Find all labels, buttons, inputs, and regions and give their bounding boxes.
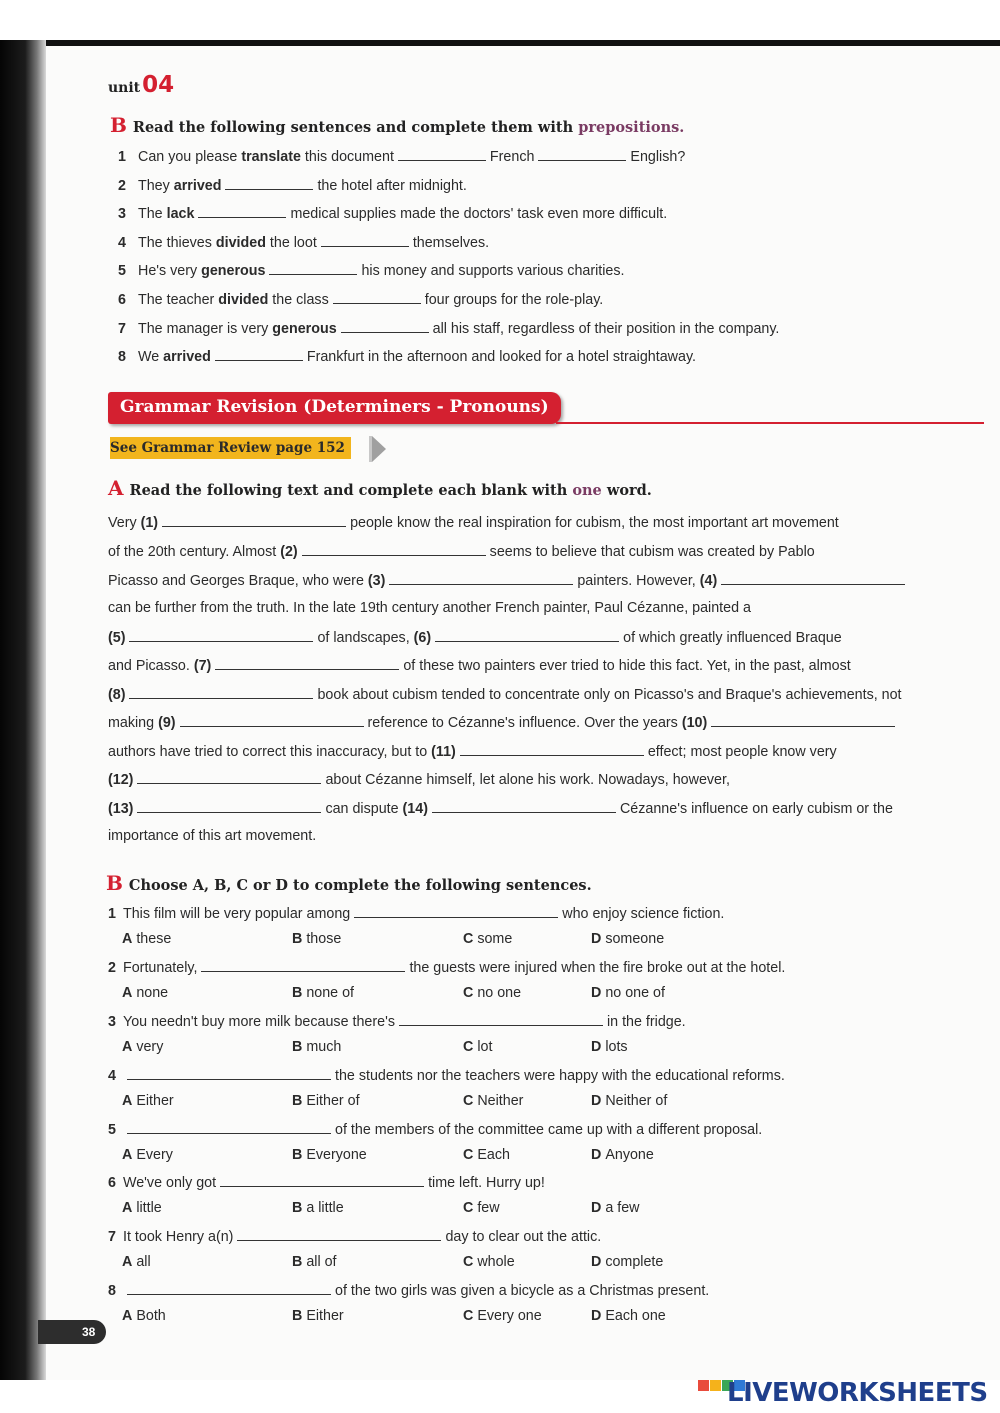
item-keyword: arrived (163, 349, 211, 365)
question-text: It took Henry a(n) (123, 1229, 234, 1245)
cloze-text: can be further from the truth. In the late 19th century another French painter, Paul Cézanne, painted a (108, 600, 751, 616)
option-letter: B (292, 1200, 303, 1216)
question-text: in the fridge. (606, 1014, 686, 1030)
option-text: Either (136, 1093, 174, 1109)
option-letter: C (463, 931, 474, 947)
cloze-text: authors have tried to correct this inaccuracy, but to (108, 744, 432, 760)
question-text: the guests were injured when the fire broke out at the hotel. (409, 960, 786, 976)
exercise-b1-item (118, 177, 467, 194)
option-letter: C (463, 985, 474, 1001)
scan-border-top (0, 0, 1000, 42)
answer-option[interactable] (591, 1200, 640, 1216)
answer-blank[interactable] (711, 714, 895, 727)
answer-option[interactable] (292, 985, 354, 1001)
option-letter: A (122, 931, 133, 947)
option-text: Either of (306, 1093, 360, 1109)
option-letter: D (591, 985, 602, 1001)
arrow-right-icon (372, 436, 386, 462)
cloze-text: book about cubism tended to concentrate only on Picasso's and Braque's achievements, not (317, 687, 902, 703)
option-text: much (306, 1039, 342, 1055)
item-keyword: generous (201, 263, 266, 279)
answer-blank[interactable] (354, 905, 558, 918)
answer-blank[interactable] (127, 1067, 331, 1080)
answer-option[interactable] (463, 1254, 515, 1270)
unit-label: unit04 (108, 72, 175, 98)
answer-blank[interactable] (237, 1228, 441, 1241)
item-text: The thieves (138, 235, 216, 251)
answer-blank[interactable] (225, 177, 313, 190)
cloze-text: people know the real inspiration for cubism, the most important art movement (350, 515, 839, 531)
item-text: this document (300, 149, 394, 165)
question-stem (108, 1013, 686, 1030)
option-letter: D (591, 1147, 602, 1163)
cloze-line (108, 714, 899, 731)
option-letter: C (463, 1308, 474, 1324)
liveworksheets-logo[interactable] (698, 1378, 988, 1410)
blank-number: (9) (158, 715, 176, 731)
answer-option[interactable] (292, 1039, 341, 1055)
cloze-line (108, 514, 839, 531)
question-number: 8 (108, 1283, 116, 1299)
cloze-text: painters. However, (577, 573, 700, 589)
item-keyword: arrived (173, 178, 222, 194)
item-text: his money and supports various charities. (361, 263, 625, 279)
answer-option[interactable] (292, 1254, 337, 1270)
answer-blank[interactable] (269, 262, 357, 275)
question-text: of the members of the committee came up with a different proposal. (335, 1122, 763, 1138)
item-text: English? (630, 149, 686, 165)
item-text: He's very (138, 263, 202, 279)
item-text: the class (268, 292, 329, 308)
question-number: 6 (108, 1175, 116, 1191)
answer-blank[interactable] (201, 959, 405, 972)
option-letter: A (122, 985, 133, 1001)
answer-option[interactable] (122, 1093, 174, 1109)
answer-blank[interactable] (398, 148, 486, 161)
answer-blank[interactable] (721, 572, 905, 585)
answer-blank[interactable] (198, 205, 286, 218)
blank-number: (12) (108, 772, 134, 788)
answer-option[interactable] (292, 931, 341, 947)
option-text: whole (477, 1254, 515, 1270)
answer-blank[interactable] (333, 291, 421, 304)
item-text: all his staff, regardless of their position in the company. (432, 321, 780, 337)
option-letter: A (122, 1254, 133, 1270)
grammar-revision-banner: Grammar Revision (Determiners - Pronouns) (108, 392, 561, 424)
option-letter: B (292, 931, 303, 947)
option-letter: A (122, 1093, 133, 1109)
exercise-b1-item (118, 262, 625, 279)
item-number: 4 (118, 235, 126, 251)
cloze-line (108, 543, 815, 560)
answer-blank[interactable] (399, 1013, 603, 1026)
cloze-line (108, 629, 842, 646)
item-text: French (489, 149, 535, 165)
cloze-text: of landscapes, (317, 630, 414, 646)
question-number: 1 (108, 906, 116, 922)
cloze-text: Picasso and Georges Braque, who were (108, 573, 368, 589)
answer-blank[interactable] (435, 629, 619, 642)
option-letter: C (463, 1039, 474, 1055)
blank-number: (6) (413, 630, 432, 646)
exercise-b1-item (118, 205, 667, 222)
item-number: 6 (118, 292, 126, 308)
cloze-line (108, 771, 730, 788)
option-text: complete (605, 1254, 664, 1270)
answer-blank[interactable] (432, 800, 616, 813)
cloze-text: of these two painters ever tried to hide this fact. Yet, in the past, almost (403, 658, 851, 674)
item-number: 3 (118, 206, 126, 222)
cloze-line (108, 800, 893, 817)
option-text: all (136, 1254, 151, 1270)
answer-blank[interactable] (137, 771, 321, 784)
answer-option[interactable] (122, 1254, 151, 1270)
answer-option[interactable] (591, 1254, 663, 1270)
option-text: Each one (605, 1308, 666, 1324)
item-number: 2 (118, 178, 126, 194)
blank-number: (8) (108, 687, 126, 703)
cloze-text: about Cézanne himself, let alone his work. Nowadays, however, (325, 772, 730, 788)
exercise-letter: A (108, 476, 124, 500)
item-text: Can you please (138, 149, 242, 165)
cloze-line (108, 657, 851, 674)
option-letter: D (591, 931, 602, 947)
question-text: This film will be very popular among (123, 906, 351, 922)
blank-number: (2) (280, 544, 298, 560)
option-text: Anyone (605, 1147, 654, 1163)
option-text: some (477, 931, 513, 947)
exercise-b1-item (118, 348, 696, 365)
option-letter: B (292, 1308, 303, 1324)
answer-blank[interactable] (341, 320, 429, 333)
answer-blank[interactable] (302, 543, 486, 556)
option-text: little (136, 1200, 162, 1216)
option-letter: B (292, 1147, 303, 1163)
question-number: 5 (108, 1122, 116, 1138)
answer-option[interactable] (292, 1093, 360, 1109)
option-letter: B (292, 1093, 303, 1109)
question-text: time left. Hurry up! (428, 1175, 545, 1191)
question-stem (108, 905, 724, 922)
option-letter: D (591, 1200, 602, 1216)
item-text: themselves. (412, 235, 490, 251)
unit-number: 04 (142, 72, 175, 98)
exercise-letter: B (106, 871, 123, 895)
option-letter: D (591, 1308, 602, 1324)
option-text: Neither (477, 1093, 524, 1109)
option-letter: A (122, 1200, 133, 1216)
answer-option[interactable] (463, 1147, 510, 1163)
question-stem (108, 959, 785, 976)
answer-blank[interactable] (180, 714, 364, 727)
answer-option[interactable] (591, 1147, 654, 1163)
page-number: 38 (82, 1325, 96, 1339)
answer-blank[interactable] (215, 348, 303, 361)
cloze-line (108, 572, 909, 589)
option-text: Everyone (306, 1147, 367, 1163)
blank-number: (7) (193, 658, 212, 674)
answer-option[interactable] (463, 1039, 492, 1055)
cloze-text: Very (108, 515, 141, 531)
item-text: the hotel after midnight. (317, 178, 467, 194)
question-stem (108, 1282, 709, 1299)
exercise-a-heading: A Read the following text and complete each blank with one word. (108, 476, 652, 500)
blank-number: (13) (108, 801, 134, 817)
answer-option[interactable] (122, 1039, 163, 1055)
question-stem (108, 1228, 601, 1245)
option-text: Every one (477, 1308, 542, 1324)
blank-number: (5) (108, 630, 126, 646)
answer-blank[interactable] (129, 686, 313, 699)
option-text: none of (306, 985, 355, 1001)
item-text: four groups for the role-play. (424, 292, 604, 308)
exercise-b2-heading: B Choose A, B, C or D to complete the following sentences. (106, 871, 592, 895)
option-text: very (136, 1039, 164, 1055)
answer-option[interactable] (463, 985, 521, 1001)
answer-option[interactable] (122, 931, 171, 947)
answer-blank[interactable] (220, 1174, 424, 1187)
answer-option[interactable] (463, 931, 512, 947)
option-text: all of (306, 1254, 337, 1270)
cloze-text: of the 20th century. Almost (108, 544, 281, 560)
answer-blank[interactable] (215, 657, 399, 670)
option-text: a few (605, 1200, 640, 1216)
exercise-letter: B (110, 113, 127, 137)
option-text: Every (136, 1147, 173, 1163)
option-letter: B (292, 1039, 303, 1055)
book-spine (0, 40, 46, 1380)
blank-number: (10) (681, 715, 708, 731)
answer-blank[interactable] (389, 572, 573, 585)
answer-option[interactable] (292, 1308, 344, 1324)
exercise-b1-item (118, 234, 489, 251)
option-text: no one (477, 985, 522, 1001)
logo-text: LIVEWORKSHEETS (727, 1378, 988, 1408)
exercise-b1-item (118, 291, 603, 308)
cloze-text: Cézanne's influence on early cubism or the (619, 801, 893, 817)
option-text: someone (605, 931, 665, 947)
answer-blank[interactable] (137, 800, 321, 813)
option-text: a little (306, 1200, 344, 1216)
blank-number: (14) (402, 801, 428, 817)
page-number-tab (38, 1320, 106, 1344)
item-text: Frankfurt in the afternoon and looked for a hotel straightaway. (306, 349, 697, 365)
option-letter: C (463, 1147, 474, 1163)
cloze-text: can dispute (325, 801, 403, 817)
answer-option[interactable] (122, 1308, 166, 1324)
answer-blank[interactable] (127, 1121, 331, 1134)
item-keyword: divided (215, 235, 266, 251)
option-text: those (306, 931, 342, 947)
answer-option[interactable] (122, 1147, 173, 1163)
question-number: 4 (108, 1068, 116, 1084)
option-text: none (136, 985, 169, 1001)
option-letter: B (292, 1254, 303, 1270)
exercise-b1-item (118, 148, 685, 165)
option-letter: A (122, 1308, 133, 1324)
answer-blank[interactable] (129, 629, 313, 642)
option-text: lot (477, 1039, 493, 1055)
question-text: You needn't buy more milk because there's (123, 1014, 395, 1030)
answer-option[interactable] (292, 1200, 344, 1216)
option-text: Each (477, 1147, 510, 1163)
blank-number: (3) (367, 573, 386, 589)
option-letter: D (591, 1093, 602, 1109)
answer-option[interactable] (122, 1200, 162, 1216)
question-stem (108, 1067, 785, 1084)
option-letter: B (292, 985, 303, 1001)
item-keyword: lack (166, 206, 195, 222)
option-text: lots (605, 1039, 628, 1055)
item-keyword: translate (241, 149, 301, 165)
exercise-b1-item (118, 320, 779, 337)
cloze-text: reference to Cézanne's influence. Over the years (367, 715, 682, 731)
item-text: The (138, 206, 167, 222)
answer-option[interactable] (591, 931, 664, 947)
question-text: We've only got (123, 1175, 217, 1191)
instruction-keyword: one (572, 482, 602, 499)
blank-number: (11) (431, 744, 456, 760)
cloze-text: of which greatly influenced Braque (623, 630, 842, 646)
answer-blank[interactable] (127, 1282, 331, 1295)
item-number: 7 (118, 321, 126, 337)
answer-blank[interactable] (162, 514, 346, 527)
answer-option[interactable] (292, 1147, 367, 1163)
item-number: 8 (118, 349, 126, 365)
option-letter: A (122, 1039, 133, 1055)
option-letter: D (591, 1254, 602, 1270)
cloze-line (108, 600, 751, 616)
cloze-text: seems to believe that cubism was created by Pablo (489, 544, 815, 560)
item-number: 1 (118, 149, 126, 165)
item-number: 5 (118, 263, 126, 279)
option-letter: C (463, 1254, 474, 1270)
answer-option[interactable] (463, 1200, 500, 1216)
exercise-b1-heading: B Read the following sentences and complete them with prepositions. (110, 113, 685, 137)
item-text: medical supplies made the doctors' task even more difficult. (290, 206, 668, 222)
question-text: Fortunately, (123, 960, 198, 976)
instruction-keyword: prepositions. (578, 119, 685, 136)
option-letter: C (463, 1093, 474, 1109)
question-number: 2 (108, 960, 116, 976)
cloze-text: effect; most people know very (647, 744, 837, 760)
cloze-line (108, 686, 902, 703)
answer-option[interactable] (591, 1093, 667, 1109)
answer-option[interactable] (463, 1093, 523, 1109)
logo-grid-icon (698, 1380, 724, 1406)
answer-blank[interactable] (321, 234, 409, 247)
option-letter: A (122, 1147, 133, 1163)
banner-rule (556, 422, 984, 424)
item-text: The teacher (138, 292, 219, 308)
option-letter: D (591, 1039, 602, 1055)
answer-blank[interactable] (460, 743, 644, 756)
question-number: 3 (108, 1014, 116, 1030)
answer-option[interactable] (591, 1308, 666, 1324)
question-text: the students nor the teachers were happy with the educational reforms. (335, 1068, 785, 1084)
question-text: of the two girls was given a bicycle as a Christmas present. (335, 1283, 710, 1299)
see-grammar-review-link[interactable]: See Grammar Review page 152 (110, 437, 351, 459)
blank-number: (1) (140, 515, 159, 531)
item-text: the loot (265, 235, 317, 251)
option-text: Either (306, 1308, 344, 1324)
item-keyword: divided (218, 292, 269, 308)
cloze-text: making (108, 715, 159, 731)
option-text: Neither of (605, 1093, 668, 1109)
option-text: Both (136, 1308, 166, 1324)
answer-option[interactable] (122, 985, 168, 1001)
cloze-text: and Picasso. (108, 658, 194, 674)
cloze-line (108, 828, 316, 844)
option-text: few (477, 1200, 500, 1216)
answer-blank[interactable] (538, 148, 626, 161)
question-text: day to clear out the attic. (445, 1229, 602, 1245)
question-number: 7 (108, 1229, 116, 1245)
answer-option[interactable] (591, 985, 665, 1001)
item-text: We (138, 349, 164, 365)
option-letter: C (463, 1200, 474, 1216)
cloze-line (108, 743, 837, 760)
question-text: who enjoy science fiction. (562, 906, 725, 922)
option-text: these (136, 931, 172, 947)
answer-option[interactable] (591, 1039, 628, 1055)
item-keyword: generous (272, 321, 337, 337)
item-text: The manager is very (138, 321, 273, 337)
blank-number: (4) (699, 573, 718, 589)
item-text: They (138, 178, 174, 194)
question-stem (108, 1121, 762, 1138)
cloze-text: importance of this art movement. (108, 828, 317, 844)
option-text: no one of (605, 985, 665, 1001)
question-stem (108, 1174, 545, 1191)
answer-option[interactable] (463, 1308, 542, 1324)
